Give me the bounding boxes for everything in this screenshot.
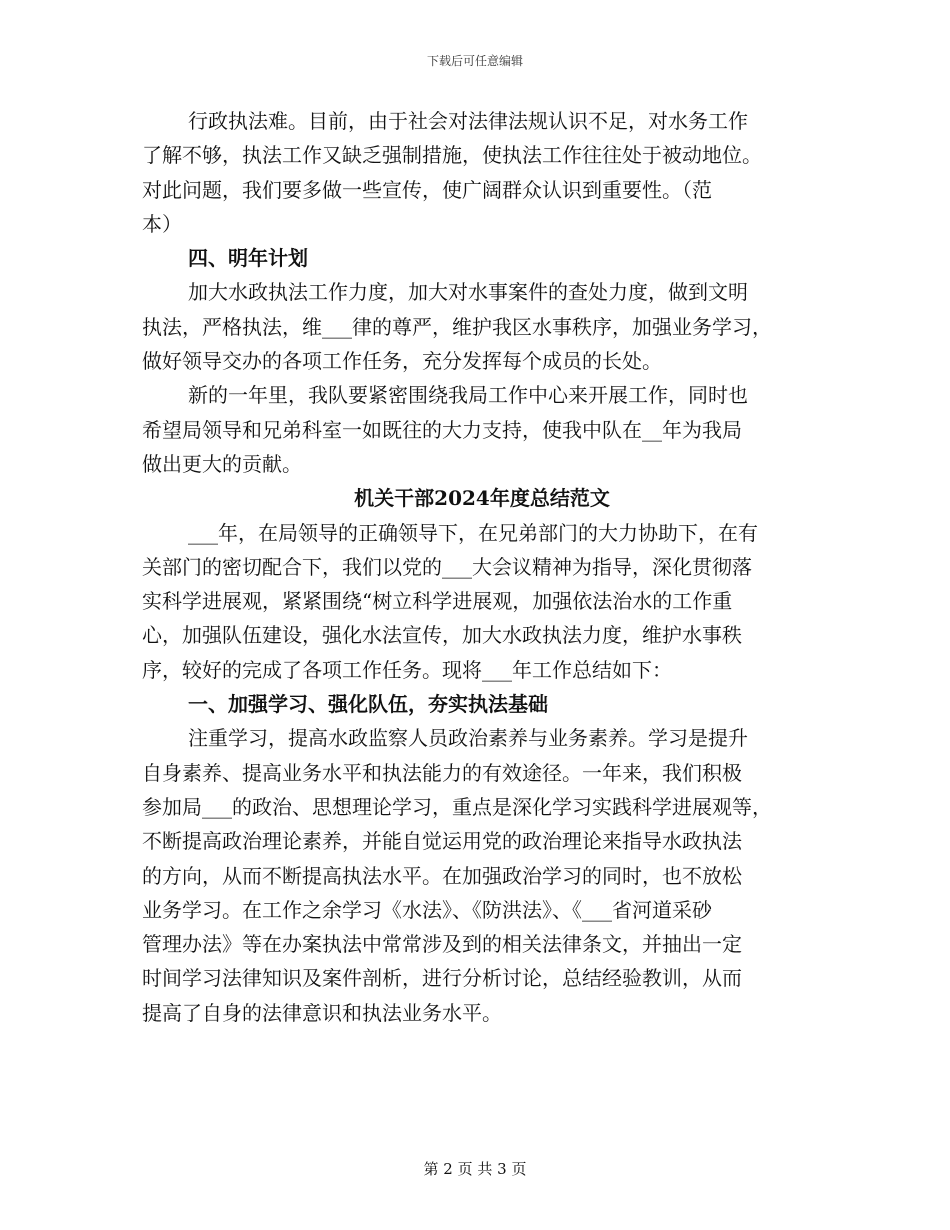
paragraph-line: 做好领导交办的各项工作任务，充分发挥每个成员的长处。	[142, 349, 662, 374]
page-number: 第 2 页 共 3 页	[423, 1160, 527, 1178]
paragraph-line: 管理办法》等在办案执法中常常涉及到的相关法律条文，并抽出一定	[142, 932, 742, 957]
paragraph-line: 提高了自身的法律意识和执法业务水平。	[142, 1000, 502, 1025]
paragraph-line: 的方向，从而不断提高执法水平。在加强政治学习的同时，也不放松	[142, 863, 742, 888]
paragraph-line: 参加局___的政治、思想理论学习，重点是深化学习实践科学进展观等，	[142, 794, 772, 819]
paragraph-line: 对此问题，我们要多做一些宣传，使广阔群众认识到重要性。（范	[142, 177, 712, 202]
paragraph-line: 心，加强队伍建设，强化水法宣传，加大水政执法力度，维护水事秩	[142, 623, 742, 648]
paragraph-line: 注重学习，提高水政监察人员政治素养与业务素养。学习是提升	[188, 726, 748, 751]
page-header: 下载后可任意编辑	[426, 54, 523, 68]
paragraph-line: 做出更大的贡献。	[142, 451, 302, 476]
paragraph-line: 了解不够，执法工作又缺乏强制措施，使执法工作往往处于被动地位。	[142, 143, 762, 168]
document-body	[142, 104, 822, 1030]
paragraph-line: 执法，严格执法，维___律的尊严，维护我区水事秩序，加强业务学习，	[142, 314, 772, 339]
paragraph-line: 希望局领导和兄弟科室一如既往的大力支持，使我中队在__年为我局	[142, 417, 742, 442]
paragraph-line: ___年，在局领导的正确领导下，在兄弟部门的大力协助下，在有	[188, 520, 758, 545]
paragraph-line: 本）	[142, 211, 182, 236]
section-title: 机关干部2024年度总结范文	[354, 486, 610, 511]
paragraph-line: 新的一年里，我队要紧密围绕我局工作中心来开展工作，同时也	[188, 383, 748, 408]
paragraph-line: 实科学进展观，紧紧围绕“树立科学进展观，加强依法治水的工作重	[142, 589, 733, 614]
paragraph-line: 行政执法难。目前，由于社会对法律法规认识不足，对水务工作	[188, 109, 748, 133]
paragraph-line: 加大水政执法工作力度，加大对水事案件的查处力度，做到文明	[188, 280, 748, 305]
paragraph-line: 关部门的密切配合下，我们以党的___大会议精神为指导，深化贯彻落	[142, 554, 752, 579]
paragraph-line: 自身素养、提高业务水平和执法能力的有效途径。一年来，我们积极	[142, 760, 742, 785]
paragraph-line: 序，较好的完成了各项工作任务。现将___年工作总结如下：	[142, 657, 672, 682]
section-heading: 一、加强学习、强化队伍，夯实执法基础	[188, 692, 548, 717]
paragraph-line: 不断提高政治理论素养，并能自觉运用党的政治理论来指导水政执法	[142, 829, 742, 854]
paragraph-line: 业务学习。在工作之余学习《水法》、《防洪法》、《___省河道采砂	[142, 897, 712, 922]
paragraph-line: 时间学习法律知识及案件剖析，进行分析讨论，总结经验教训，从而	[142, 966, 742, 991]
section-heading: 四、明年计划	[188, 246, 308, 271]
